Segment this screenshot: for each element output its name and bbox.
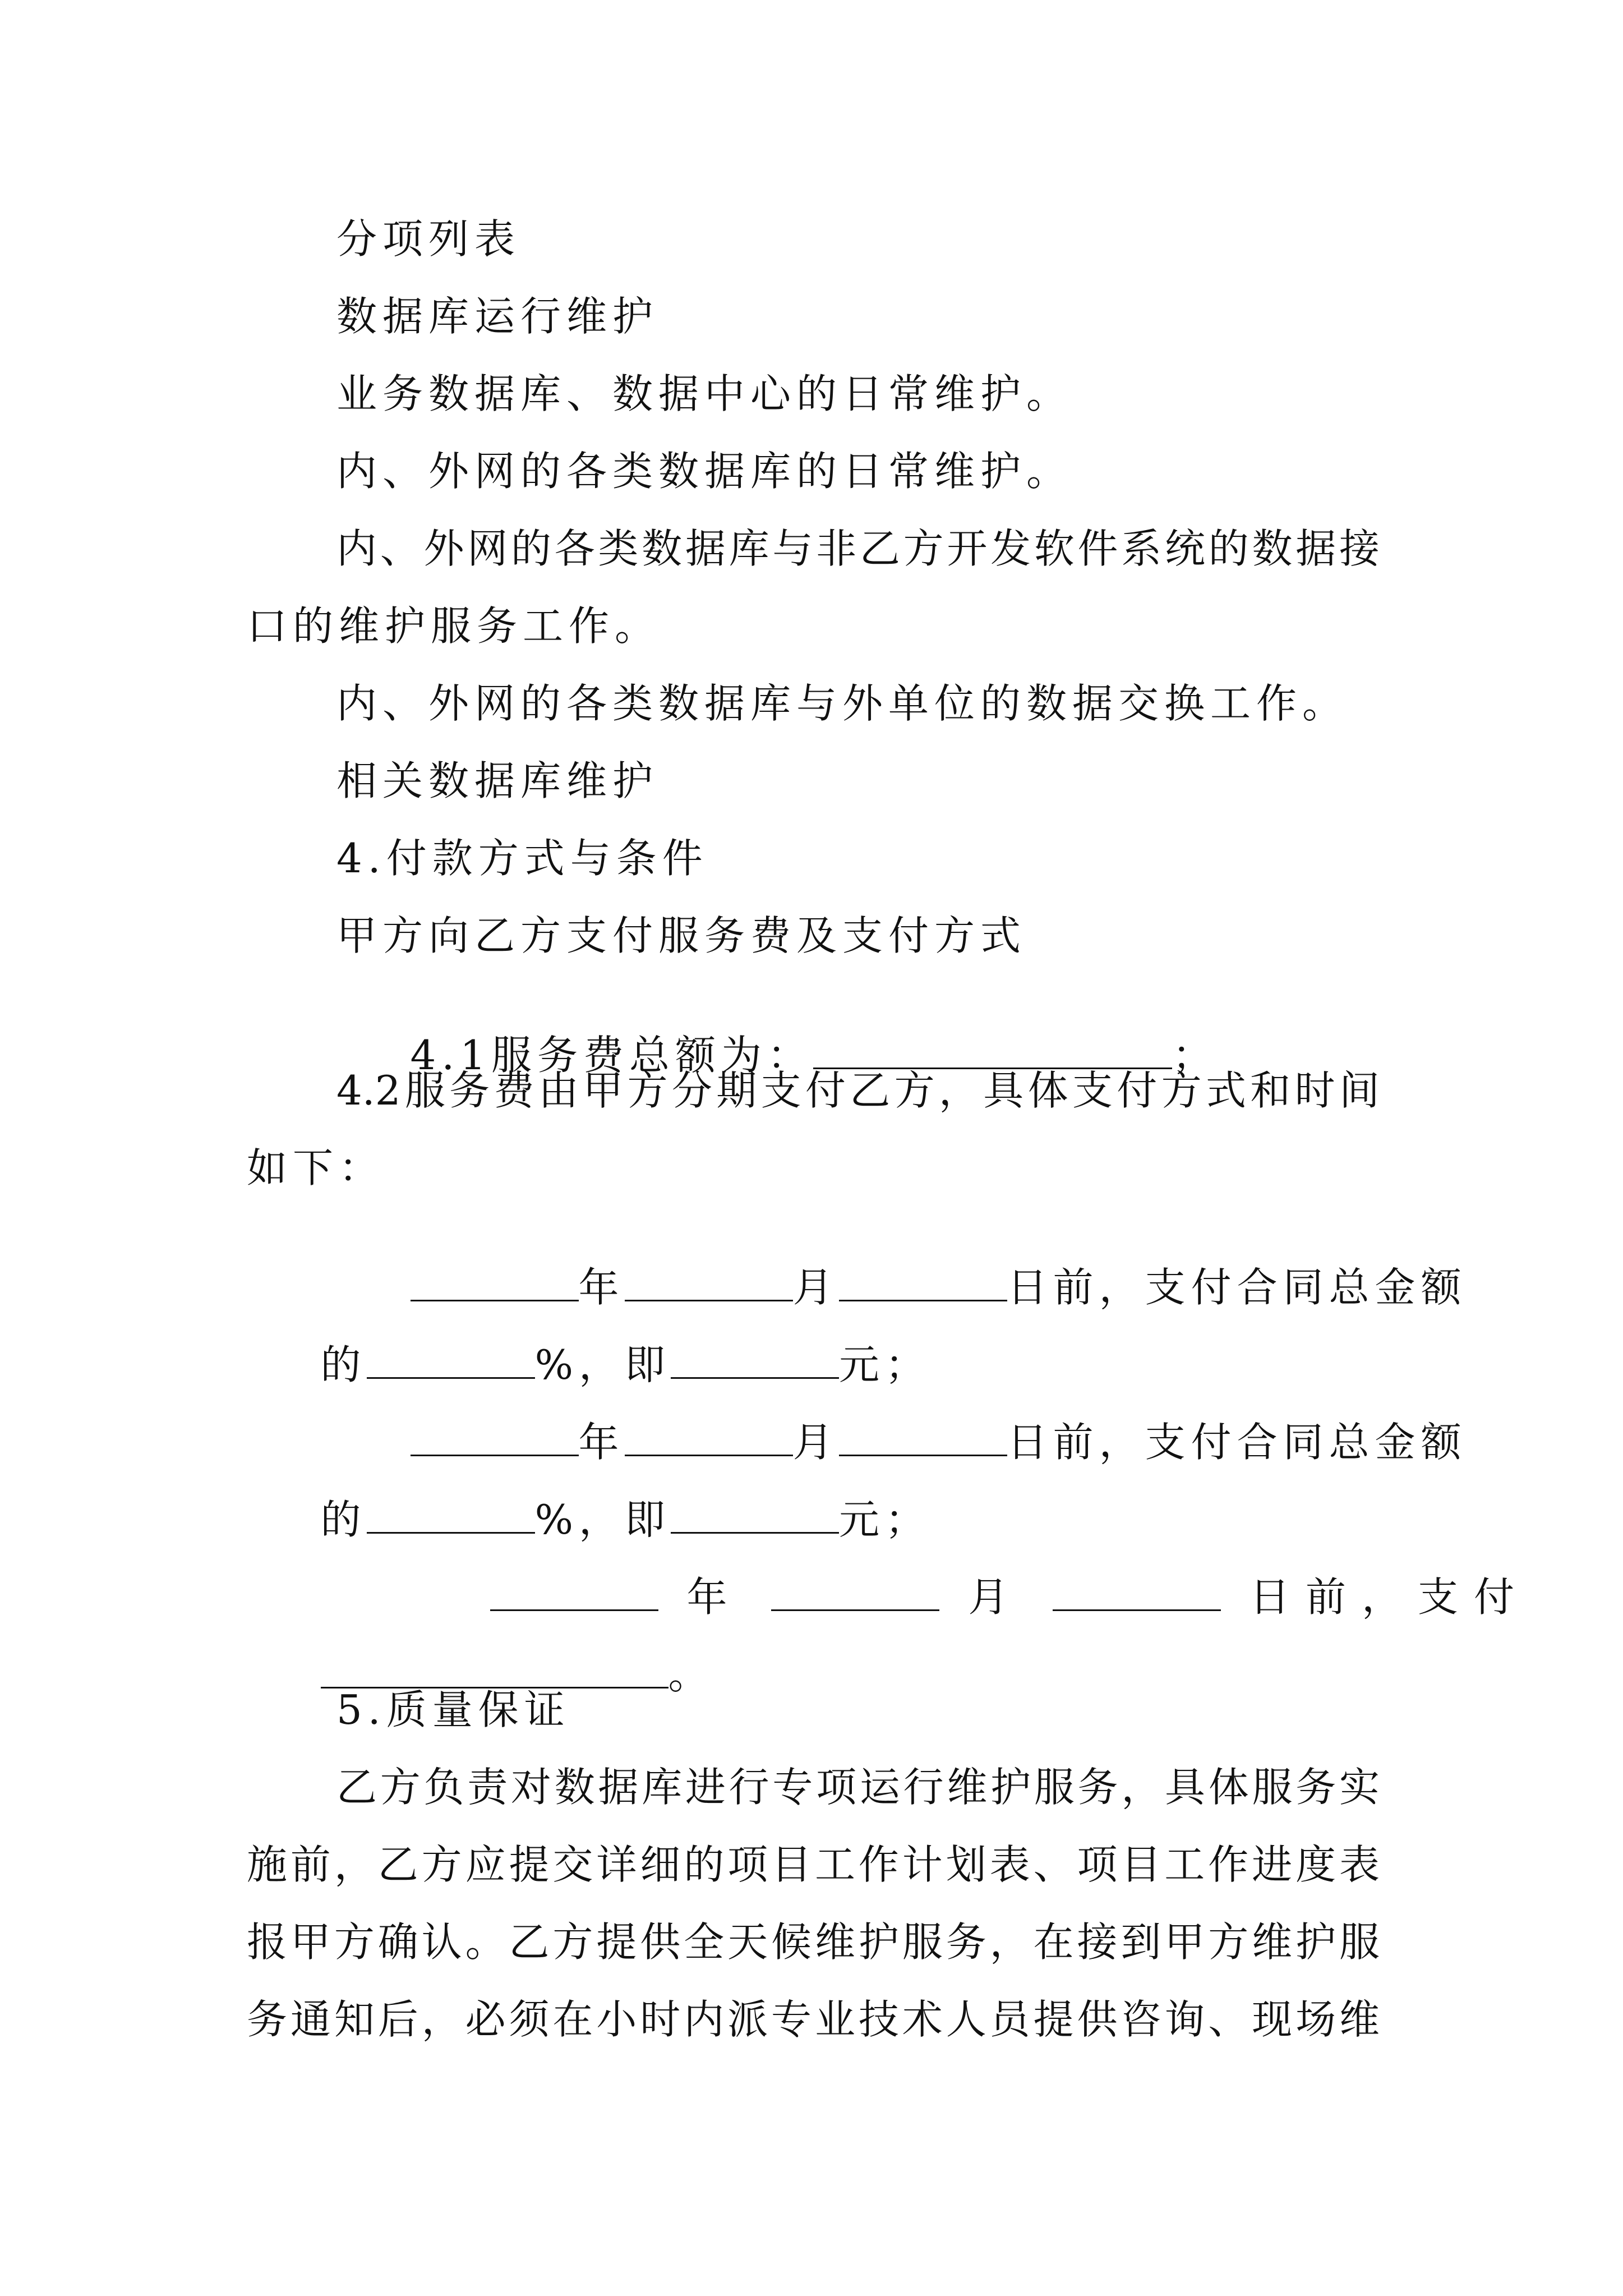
day-blank xyxy=(839,1420,1007,1456)
month-label: 月 xyxy=(968,1573,1025,1621)
year-label: 年 xyxy=(686,1573,743,1621)
percent-blank xyxy=(367,1343,535,1379)
month-blank xyxy=(625,1266,793,1301)
year-blank xyxy=(411,1420,579,1456)
year-blank xyxy=(490,1575,658,1611)
fee-total-label: 4.1服务费总额为： xyxy=(410,1032,814,1079)
installment-text: 日前，支付 xyxy=(1249,1573,1530,1621)
year-label: 年 xyxy=(578,1419,625,1466)
day-blank xyxy=(1053,1575,1221,1611)
punctuation: 。 xyxy=(668,1651,714,1699)
paragraph-line: 报甲方确认。乙方提供全天候维护服务，在接到甲方维护服 xyxy=(247,1918,1380,1966)
paragraph-line: 数据库运行维护 xyxy=(336,293,659,340)
year-label: 年 xyxy=(578,1264,625,1312)
paragraph-line: 分项列表 xyxy=(336,215,521,263)
installment-text: 日前，支付合同总金额 xyxy=(1007,1264,1467,1312)
of-label: 的 xyxy=(320,1496,367,1544)
month-blank xyxy=(625,1420,793,1456)
paragraph-line: 务通知后，必须在小时内派专业技术人员提供咨询、现场维 xyxy=(247,1996,1380,2043)
paragraph-line: 内、外网的各类数据库与非乙方开发软件系统的数据接 xyxy=(336,525,1380,572)
year-blank xyxy=(411,1266,579,1301)
month-label: 月 xyxy=(792,1264,839,1312)
section-heading: 5.质量保证 xyxy=(336,1686,570,1733)
yuan-label: 元； xyxy=(838,1341,931,1389)
day-blank xyxy=(839,1266,1007,1301)
paragraph-line: 相关数据库维护 xyxy=(336,757,659,804)
fee-total-blank xyxy=(813,1033,1172,1069)
remainder-blank xyxy=(321,1653,668,1688)
paragraph-line: 如下： xyxy=(247,1144,385,1191)
punctuation: ； xyxy=(1172,1032,1219,1079)
paragraph-line: 施前，乙方应提交详细的项目工作计划表、项目工作进度表 xyxy=(247,1841,1380,1888)
paragraph-line: 乙方负责对数据库进行专项运行维护服务，具体服务实 xyxy=(336,1764,1380,1811)
percent-blank xyxy=(367,1498,535,1534)
paragraph-line: 内、外网的各类数据库的日常维护。 xyxy=(336,448,1073,495)
amount-blank xyxy=(671,1343,839,1379)
percent-label: %，即 xyxy=(534,1341,671,1389)
of-label: 的 xyxy=(320,1341,367,1389)
amount-blank xyxy=(671,1498,839,1534)
month-label: 月 xyxy=(792,1419,839,1466)
paragraph-line: 口的维护服务工作。 xyxy=(247,602,661,650)
percent-label: %，即 xyxy=(534,1496,671,1544)
paragraph-line: 内、外网的各类数据库与外单位的数据交换工作。 xyxy=(336,680,1349,727)
month-blank xyxy=(771,1575,939,1611)
yuan-label: 元； xyxy=(838,1496,931,1544)
installment-text: 日前，支付合同总金额 xyxy=(1007,1419,1467,1466)
paragraph-line: 甲方向乙方支付服务费及支付方式 xyxy=(336,912,1027,959)
section-heading: 4.付款方式与条件 xyxy=(336,835,708,882)
paragraph-line: 4.2服务费由甲方分期支付乙方，具体支付方式和时间 xyxy=(336,1067,1380,1114)
paragraph-line: 业务数据库、数据中心的日常维护。 xyxy=(336,370,1073,417)
